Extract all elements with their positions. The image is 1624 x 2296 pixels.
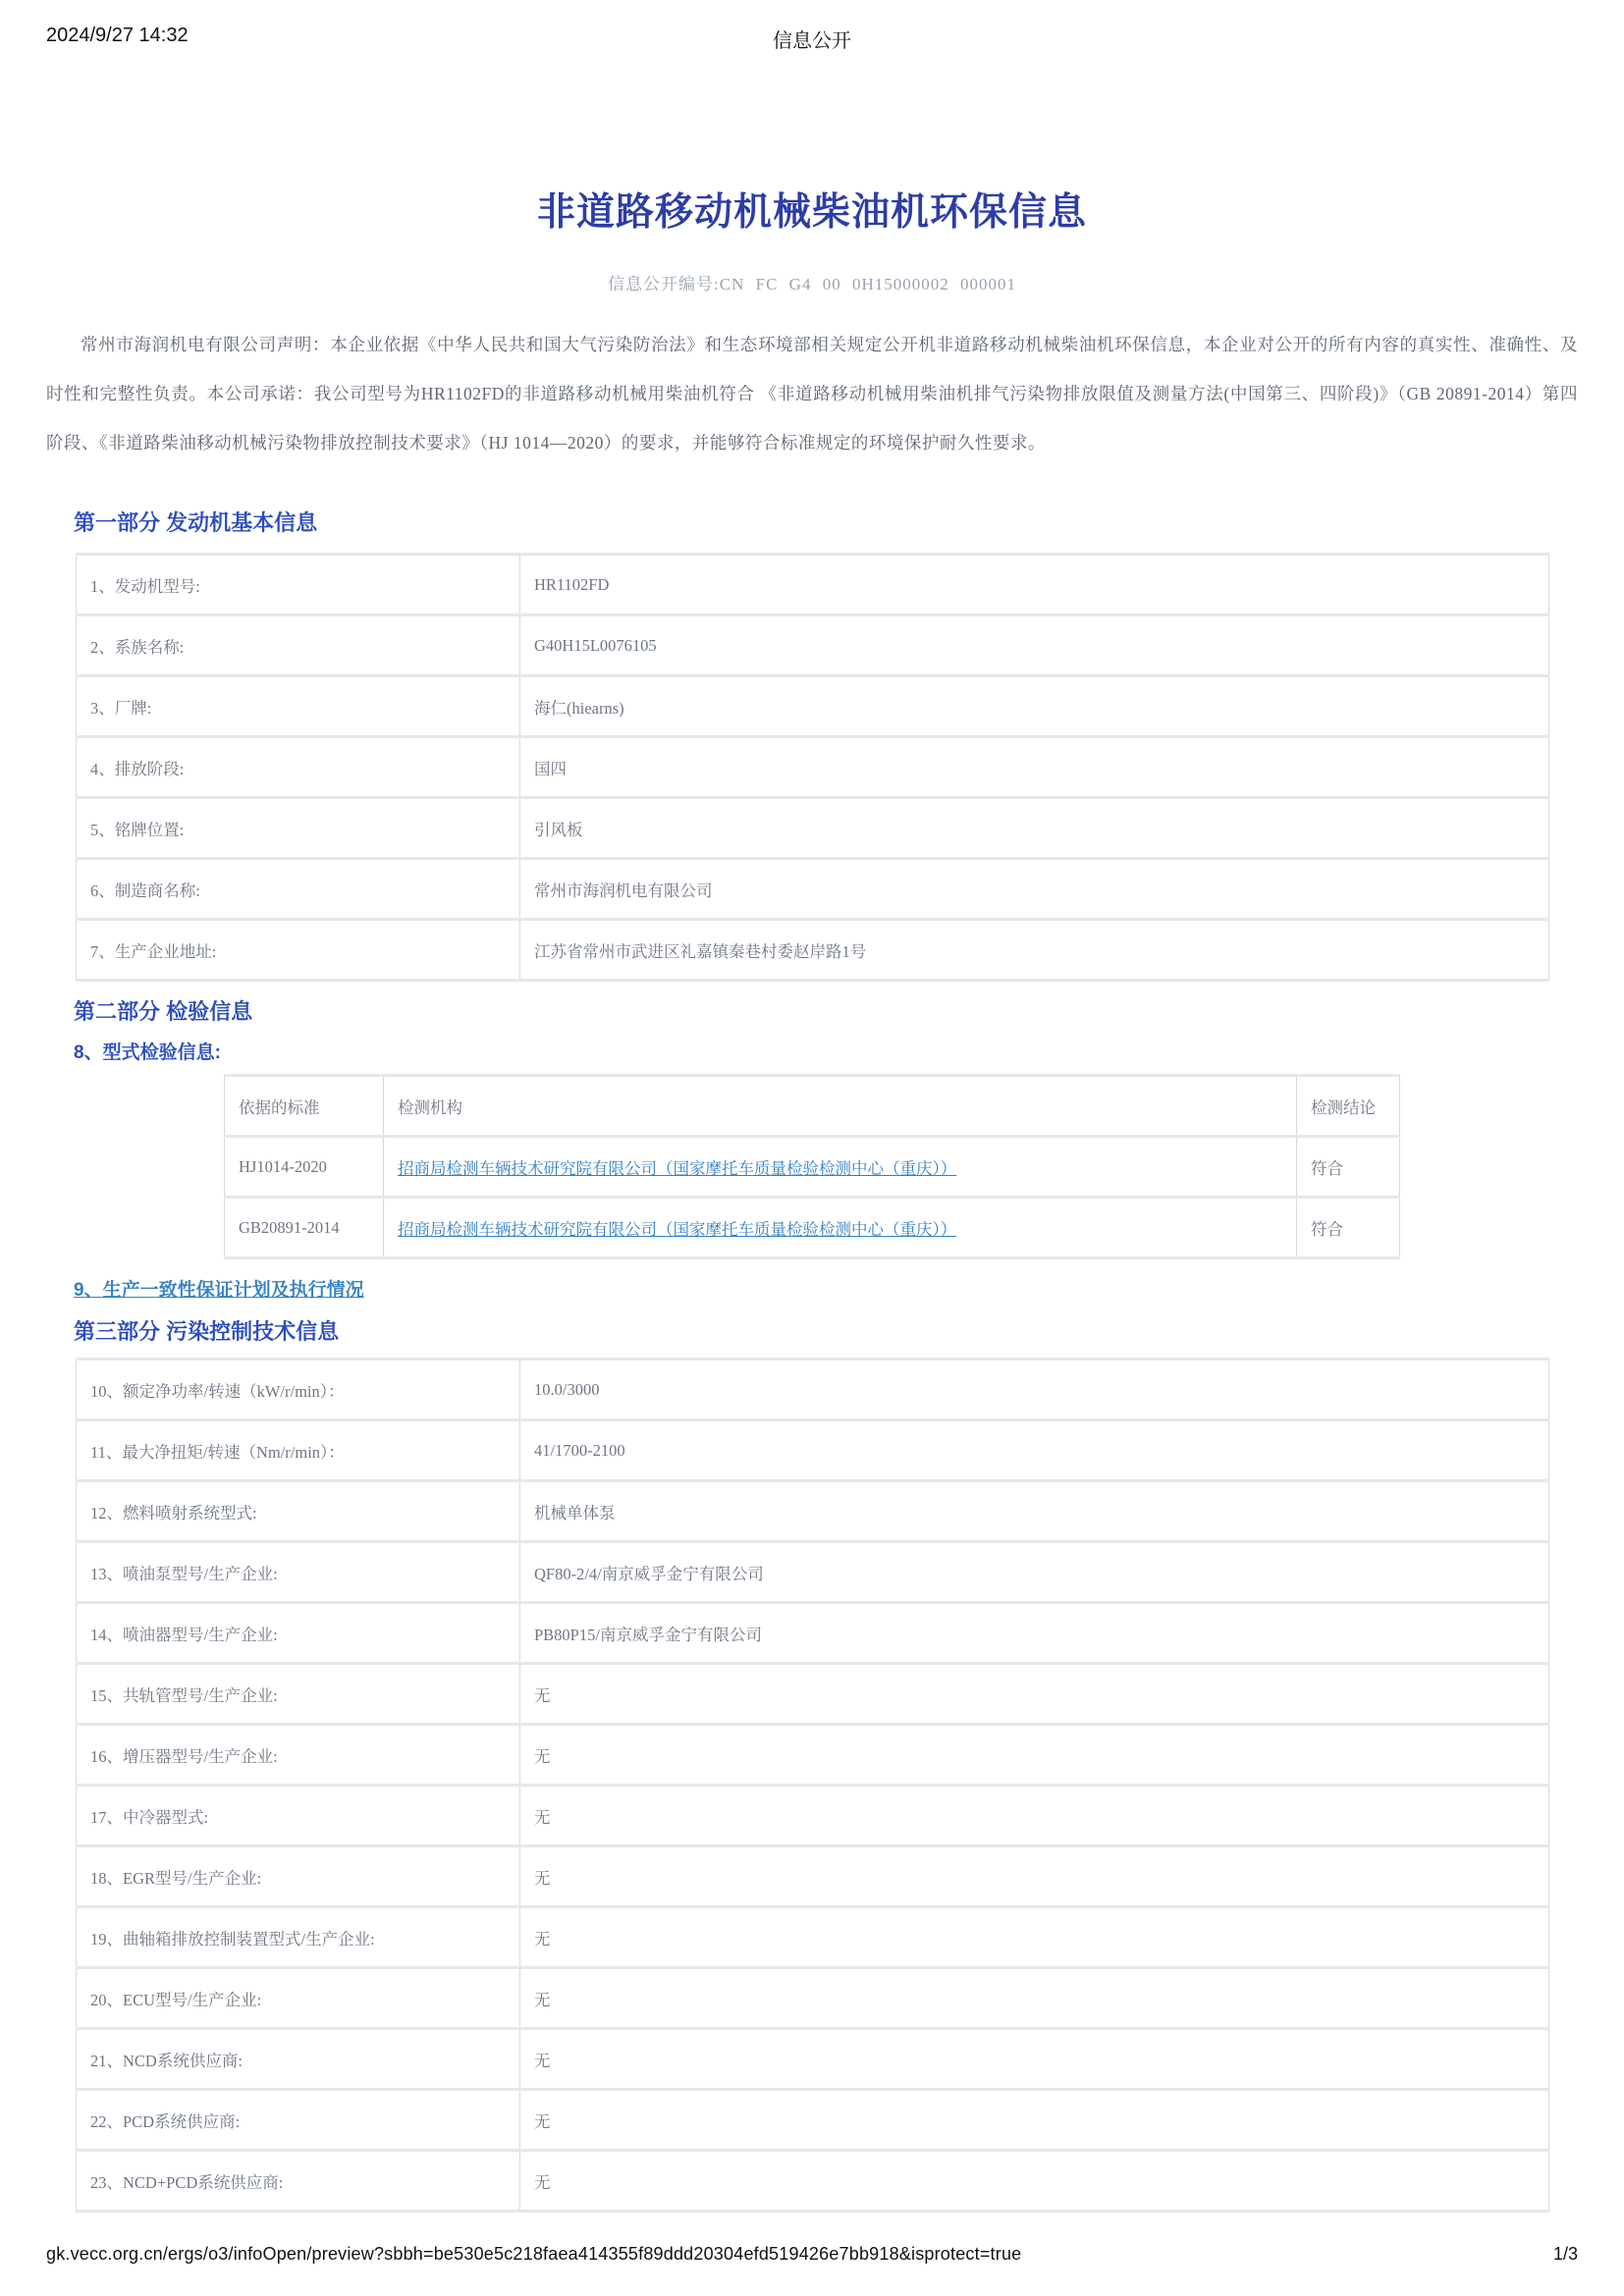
table-header-row	[225, 1076, 1400, 1137]
field-label: 2、系族名称:	[77, 615, 520, 676]
field-label: 6、制造商名称:	[77, 859, 520, 920]
source-url: gk.vecc.org.cn/ergs/o3/infoOpen/preview?sbbh=be530e5c218faea414355f89ddd20304efd519426e7bb918&isprotect=true	[46, 2244, 1022, 2264]
field-label: 10、额定净功率/转速（kW/r/min）：	[77, 1360, 520, 1420]
field-value: 无	[520, 1907, 1549, 1968]
print-footer	[0, 2244, 1624, 2265]
print-header	[0, 0, 1624, 52]
table-row	[225, 1137, 1400, 1198]
field-value: 无	[520, 2029, 1549, 2090]
table-row	[77, 737, 1549, 798]
field-value: 无	[520, 1968, 1549, 2029]
field-label: 1、发动机型号:	[77, 555, 520, 615]
header-result: 检测结论	[1297, 1076, 1400, 1137]
agency-cell	[384, 1137, 1297, 1198]
field-label: 17、中冷器型式:	[77, 1786, 520, 1846]
field-value: PB80P15/南京威孚金宁有限公司	[520, 1603, 1549, 1664]
table-row	[77, 1786, 1549, 1846]
inspection-agency-link[interactable]: 招商局检测车辆技术研究院有限公司（国家摩托车质量检验检测中心（重庆））	[398, 1219, 957, 1239]
header-standard: 依据的标准	[225, 1076, 384, 1137]
print-page-title: 信息公开	[773, 30, 851, 52]
table-row	[77, 2029, 1549, 2090]
field-label: 13、喷油泵型号/生产企业:	[77, 1542, 520, 1603]
table-row	[77, 1481, 1549, 1542]
section1-heading: 第一部分 发动机基本信息	[74, 510, 318, 535]
field-value: 海仁(hiearns)	[520, 676, 1549, 737]
header-agency: 检测机构	[384, 1076, 1297, 1137]
field-value: QF80-2/4/南京威孚金宁有限公司	[520, 1542, 1549, 1603]
table-row	[77, 1360, 1549, 1420]
field-label: 11、最大净扭矩/转速（Nm/r/min）：	[77, 1420, 520, 1481]
table-row	[225, 1198, 1400, 1258]
field-value: 无	[520, 1786, 1549, 1846]
table-row	[77, 676, 1549, 737]
field-label: 23、NCD+PCD系统供应商:	[77, 2151, 520, 2212]
table-row	[77, 555, 1549, 615]
section3-heading: 第三部分 污染控制技术信息	[74, 1319, 340, 1344]
type-inspection-table	[224, 1074, 1400, 1259]
page-indicator: 1/3	[1552, 2244, 1578, 2264]
info-disclosure-code: 信息公开编号:CN FC G4 00 0H15000002 000001	[608, 275, 1016, 294]
table-row	[77, 1725, 1549, 1786]
field-value: 无	[520, 1664, 1549, 1725]
result-cell: 符合	[1297, 1198, 1400, 1258]
agency-cell	[384, 1198, 1297, 1258]
field-label: 4、排放阶段:	[77, 737, 520, 798]
field-value: 常州市海润机电有限公司	[520, 859, 1549, 920]
field-value: 无	[520, 1846, 1549, 1907]
company-declaration: 常州市海润机电有限公司声明：本企业依据《中华人民共和国大气污染防治法》和生态环境部相关规定公开机非道路移动机械柴油机环保信息，本企业对公开的所有内容的真实性、准确性、及时性和完整性负责。本公司承诺：我公司型号为HR1102FD的非道路移动机械用柴油机符合 《非道路移动机械用柴油机排气污染物排放限值及测量方法(中国第三、四阶段)》（GB 20891-2014）第四阶段、《非道路柴油移动机械污染物排放控制技术要求》（HJ 1014—2020）的要求，并能够符合标准规定的环境保护耐久性要求。	[46, 335, 1578, 453]
table-row	[77, 859, 1549, 920]
field-label: 7、生产企业地址:	[77, 920, 520, 981]
table-row	[77, 2151, 1549, 2212]
field-label: 15、共轨管型号/生产企业:	[77, 1664, 520, 1725]
table-row	[77, 798, 1549, 859]
section2-heading: 第二部分 检验信息	[74, 999, 253, 1024]
pollution-control-info-table	[76, 1358, 1549, 2213]
engine-basic-info-table	[76, 553, 1549, 982]
field-label: 18、EGR型号/生产企业:	[77, 1846, 520, 1907]
field-value: 机械单体泵	[520, 1481, 1549, 1542]
table-row	[77, 1968, 1549, 2029]
field-label: 21、NCD系统供应商:	[77, 2029, 520, 2090]
table-row	[77, 2090, 1549, 2151]
field-value: 国四	[520, 737, 1549, 798]
field-value: 引风板	[520, 798, 1549, 859]
production-consistency-link[interactable]: 9、生产一致性保证计划及执行情况	[74, 1280, 364, 1301]
table-row	[77, 1542, 1549, 1603]
field-label: 3、厂牌:	[77, 676, 520, 737]
standard-cell: HJ1014-2020	[225, 1137, 384, 1198]
field-label: 22、PCD系统供应商:	[77, 2090, 520, 2151]
inspection-agency-link[interactable]: 招商局检测车辆技术研究院有限公司（国家摩托车质量检验检测中心（重庆））	[398, 1158, 957, 1178]
type-inspection-subheading: 8、型式检验信息:	[74, 1042, 221, 1063]
field-value: 10.0/3000	[520, 1360, 1549, 1420]
field-label: 20、ECU型号/生产企业:	[77, 1968, 520, 2029]
table-row	[77, 1603, 1549, 1664]
field-label: 16、增压器型号/生产企业:	[77, 1725, 520, 1786]
field-value: 41/1700-2100	[520, 1420, 1549, 1481]
field-label: 19、曲轴箱排放控制装置型式/生产企业:	[77, 1907, 520, 1968]
field-value: 无	[520, 2151, 1549, 2212]
field-value: HR1102FD	[520, 555, 1549, 615]
field-label: 14、喷油器型号/生产企业:	[77, 1603, 520, 1664]
standard-cell: GB20891-2014	[225, 1198, 384, 1258]
field-label: 5、铭牌位置:	[77, 798, 520, 859]
table-row	[77, 1907, 1549, 1968]
field-value: G40H15L0076105	[520, 615, 1549, 676]
field-value: 无	[520, 1725, 1549, 1786]
table-row	[77, 920, 1549, 981]
document-title: 非道路移动机械柴油机环保信息	[536, 191, 1087, 234]
field-value: 无	[520, 2090, 1549, 2151]
table-row	[77, 615, 1549, 676]
field-value: 江苏省常州市武进区礼嘉镇秦巷村委赵岸路1号	[520, 920, 1549, 981]
print-datetime: 2024/9/27 14:32	[46, 25, 189, 46]
result-cell: 符合	[1297, 1137, 1400, 1198]
field-label: 12、燃料喷射系统型式:	[77, 1481, 520, 1542]
table-row	[77, 1846, 1549, 1907]
table-row	[77, 1664, 1549, 1725]
table-row	[77, 1420, 1549, 1481]
